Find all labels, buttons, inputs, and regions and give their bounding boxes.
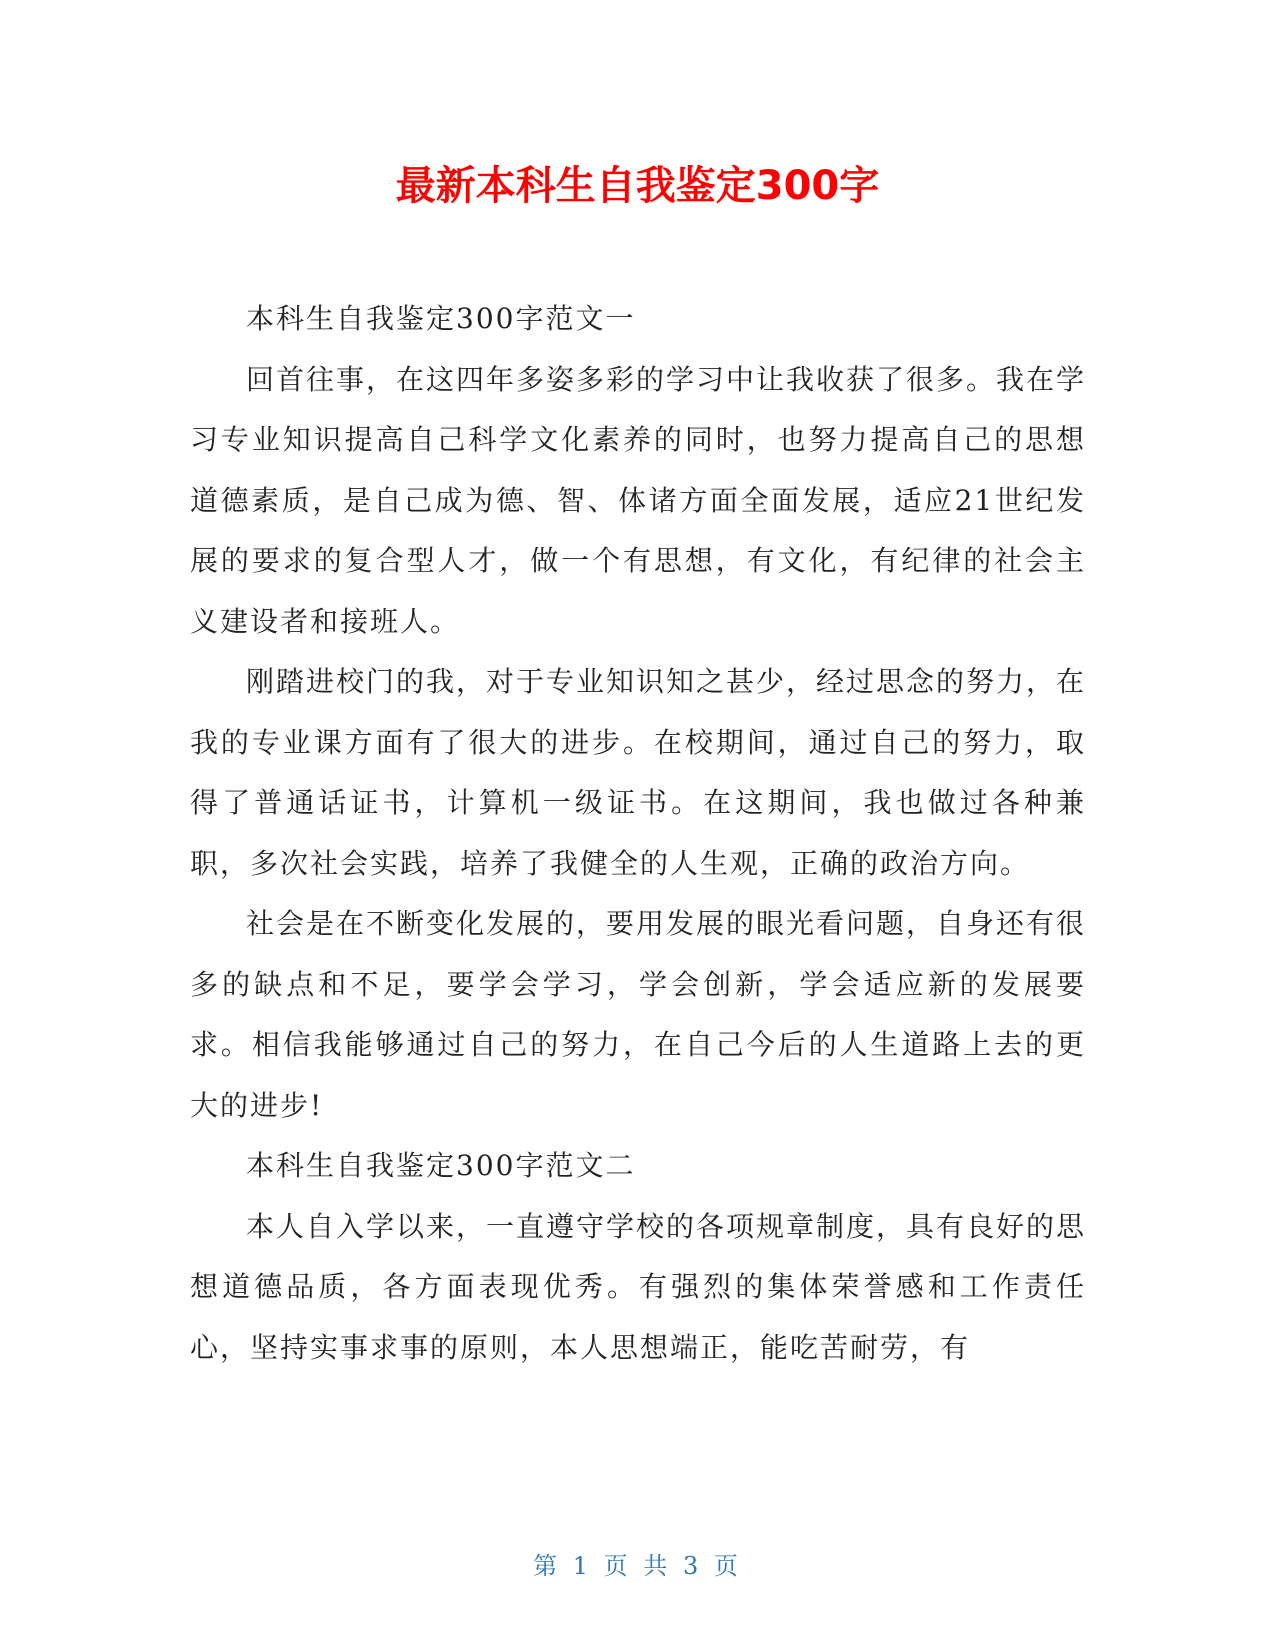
paragraph: 本人自入学以来，一直遵守学校的各项规章制度，具有良好的思想道德品质，各方面表现优秀。有强烈的集体荣誉感和工作责任心，坚持实事求事的原则，本人思想端正，能吃苦耐劳，有 — [190, 1209, 1087, 1364]
paragraph: 社会是在不断变化发展的，要用发展的眼光看问题，自身还有很多的缺点和不足，要学会学习，学会创新，学会适应新的发展要求。相信我能够通过自己的努力，在自己今后的人生道路上去的更大的进步! — [190, 907, 1087, 1122]
document-title: 最新本科生自我鉴定300字 — [395, 163, 880, 209]
document-body — [190, 289, 1086, 1378]
section-heading-1: 本科生自我鉴定300字范文一 — [246, 302, 636, 335]
section-heading-2: 本科生自我鉴定300字范文二 — [246, 1149, 636, 1182]
paragraph: 回首往事，在这四年多姿多彩的学习中让我收获了很多。我在学习专业知识提高自己科学文化素养的同时，也努力提高自己的思想道德素质，是自己成为德、智、体诸方面全面发展，适应21世纪发展的要求的复合型人才，做一个有思想，有文化，有纪律的社会主义建设者和接班人。 — [190, 362, 1087, 638]
paragraph: 刚踏进校门的我，对于专业知识知之甚少，经过思念的努力，在我的专业课方面有了很大的进步。在校期间，通过自己的努力，取得了普通话证书，计算机一级证书。在这期间，我也做过各种兼职，多次社会实践，培养了我健全的人生观，正确的政治方向。 — [190, 665, 1087, 880]
page-number-footer: 第 1 页 共 3 页 — [533, 1552, 742, 1580]
